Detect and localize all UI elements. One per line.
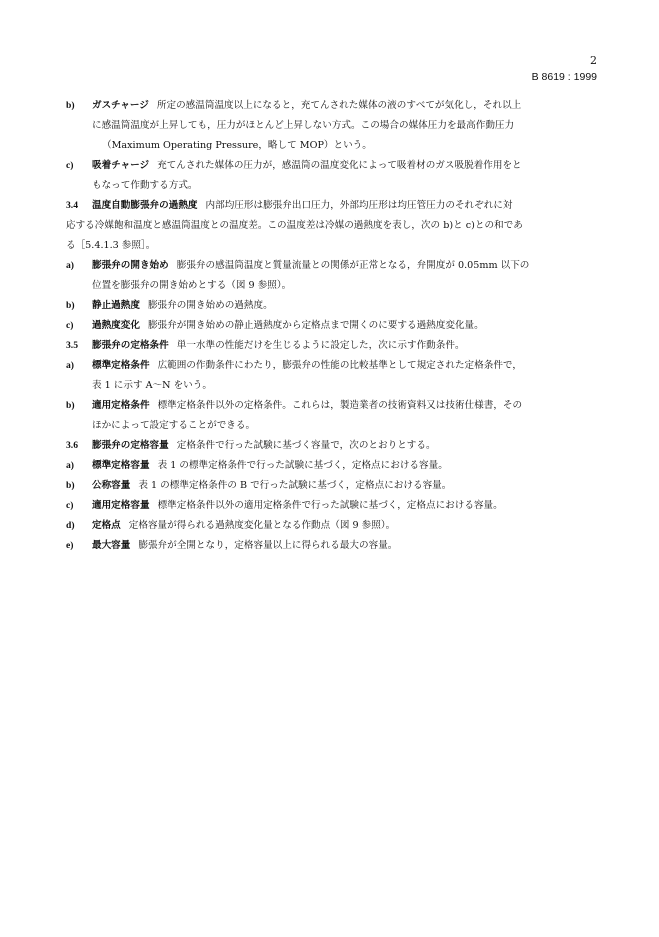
item-marker: a) xyxy=(66,460,74,471)
item-text: 位置を膨張弁の開き始めとする（図 9 参照）。 xyxy=(92,280,292,291)
item-marker: b) xyxy=(66,300,75,311)
item-text: もなって作動する方式。 xyxy=(92,180,198,191)
item-text: 広範囲の作動条件にわたり，膨張弁の性能の比較基準として規定された定格条件で， xyxy=(157,360,522,371)
item-marker: e) xyxy=(66,540,74,551)
item-marker: c) xyxy=(66,160,74,171)
section-number: 3.5 xyxy=(66,340,78,351)
item-text: 標準定格条件以外の定格条件。これらは，製造業者の技術資料又は技術仕様書，その xyxy=(157,400,523,411)
item-term: 標準定格容量 xyxy=(92,460,150,471)
item-text: 膨張弁が全開となり，定格容量以上に得られる最大の容量。 xyxy=(138,540,398,551)
item-text: に感温筒温度が上昇しても，圧力がほとんど上昇しない方式。この場合の媒体圧力を最高作動圧力 xyxy=(92,120,515,131)
item-marker: c) xyxy=(66,320,74,331)
section-number: 3.4 xyxy=(66,200,78,211)
document-body xyxy=(66,96,594,556)
item-term: 適用定格容量 xyxy=(92,500,150,511)
item-marker: b) xyxy=(66,400,75,411)
section-term: 温度自動膨張弁の過熱度 xyxy=(92,200,198,211)
list-item xyxy=(66,496,594,516)
item-term: 過熱度変化 xyxy=(92,320,140,331)
list-item xyxy=(66,156,594,196)
item-term: 膨張弁の開き始め xyxy=(92,260,169,271)
list-item xyxy=(66,256,594,296)
page-number: 2 xyxy=(590,54,597,67)
section-text: 内部均圧形は膨張弁出口圧力，外部均圧形は均圧管圧力のそれぞれに対 xyxy=(205,200,513,211)
section-text: 定格条件で行った試験に基づく容量で，次のとおりとする。 xyxy=(176,440,436,451)
item-marker: a) xyxy=(66,260,74,271)
list-item xyxy=(66,96,594,156)
item-term: 公称容量 xyxy=(92,480,131,491)
item-marker: b) xyxy=(66,480,75,491)
list-item xyxy=(66,296,594,316)
item-text: 標準定格条件以外の適用定格条件で行った試験に基づく，定格点における容量。 xyxy=(157,500,503,511)
list-item xyxy=(66,356,594,396)
item-term: ガスチャージ xyxy=(92,100,149,111)
list-item xyxy=(66,476,594,496)
item-term: 吸着チャージ xyxy=(92,160,150,171)
section-term: 膨張弁の定格容量 xyxy=(92,440,169,451)
item-text: 膨張弁が開き始めの静止過熱度から定格点まで開くのに要する過熱度変化量。 xyxy=(147,320,484,331)
item-term: 適用定格条件 xyxy=(92,400,150,411)
section-number: 3.6 xyxy=(66,440,78,451)
item-text: （Maximum Operating Pressure，略して MOP）という。 xyxy=(102,140,372,151)
item-text: 表 1 の標準定格条件の B で行った試験に基づく，定格点における容量。 xyxy=(138,480,452,491)
list-item xyxy=(66,396,594,436)
item-text: 所定の感温筒温度以上になると，充てんされた媒体の液のすべてが気化し，それ以上 xyxy=(156,100,522,111)
list-item xyxy=(66,456,594,476)
section-clause xyxy=(66,336,594,356)
item-marker: c) xyxy=(66,500,74,511)
item-term: 最大容量 xyxy=(92,540,131,551)
item-text: ほかによって設定することができる。 xyxy=(92,420,256,431)
list-item xyxy=(66,316,594,336)
section-term: 膨張弁の定格条件 xyxy=(92,340,169,351)
item-text: 充てんされた媒体の圧力が，感温筒の温度変化によって吸着材のガス吸脱着作用をと xyxy=(157,160,522,171)
item-marker: b) xyxy=(66,100,75,111)
item-marker: a) xyxy=(66,360,74,371)
item-term: 定格点 xyxy=(92,520,121,531)
item-text: 膨張弁の開き始めの過熱度。 xyxy=(147,300,273,311)
section-text: 応する冷媒飽和温度と感温筒温度との温度差。この温度差は冷媒の過熱度を表し，次の b)と c)との和であ xyxy=(66,220,523,231)
list-item xyxy=(66,536,594,556)
item-term: 静止過熱度 xyxy=(92,300,140,311)
section-clause xyxy=(66,196,594,256)
item-text: 膨張弁の感温筒温度と質量流量との関係が正常となる，弁開度が 0.05mm 以下の xyxy=(176,260,530,271)
item-marker: d) xyxy=(66,520,75,531)
item-text: 表 1 に示す A～N をいう。 xyxy=(92,380,212,391)
section-text: る［5.4.1.3 参照］。 xyxy=(66,240,156,251)
standard-id: B 8619 : 1999 xyxy=(531,71,597,83)
item-text: 定格容量が得られる過熱度変化量となる作動点（図 9 参照）。 xyxy=(128,520,396,531)
list-item xyxy=(66,516,594,536)
item-text: 表 1 の標準定格条件で行った試験に基づく，定格点における容量。 xyxy=(157,460,448,471)
item-term: 標準定格条件 xyxy=(92,360,150,371)
section-text: 単一水準の性能だけを生じるように設定した，次に示す作動条件。 xyxy=(176,340,465,351)
section-clause xyxy=(66,436,594,456)
